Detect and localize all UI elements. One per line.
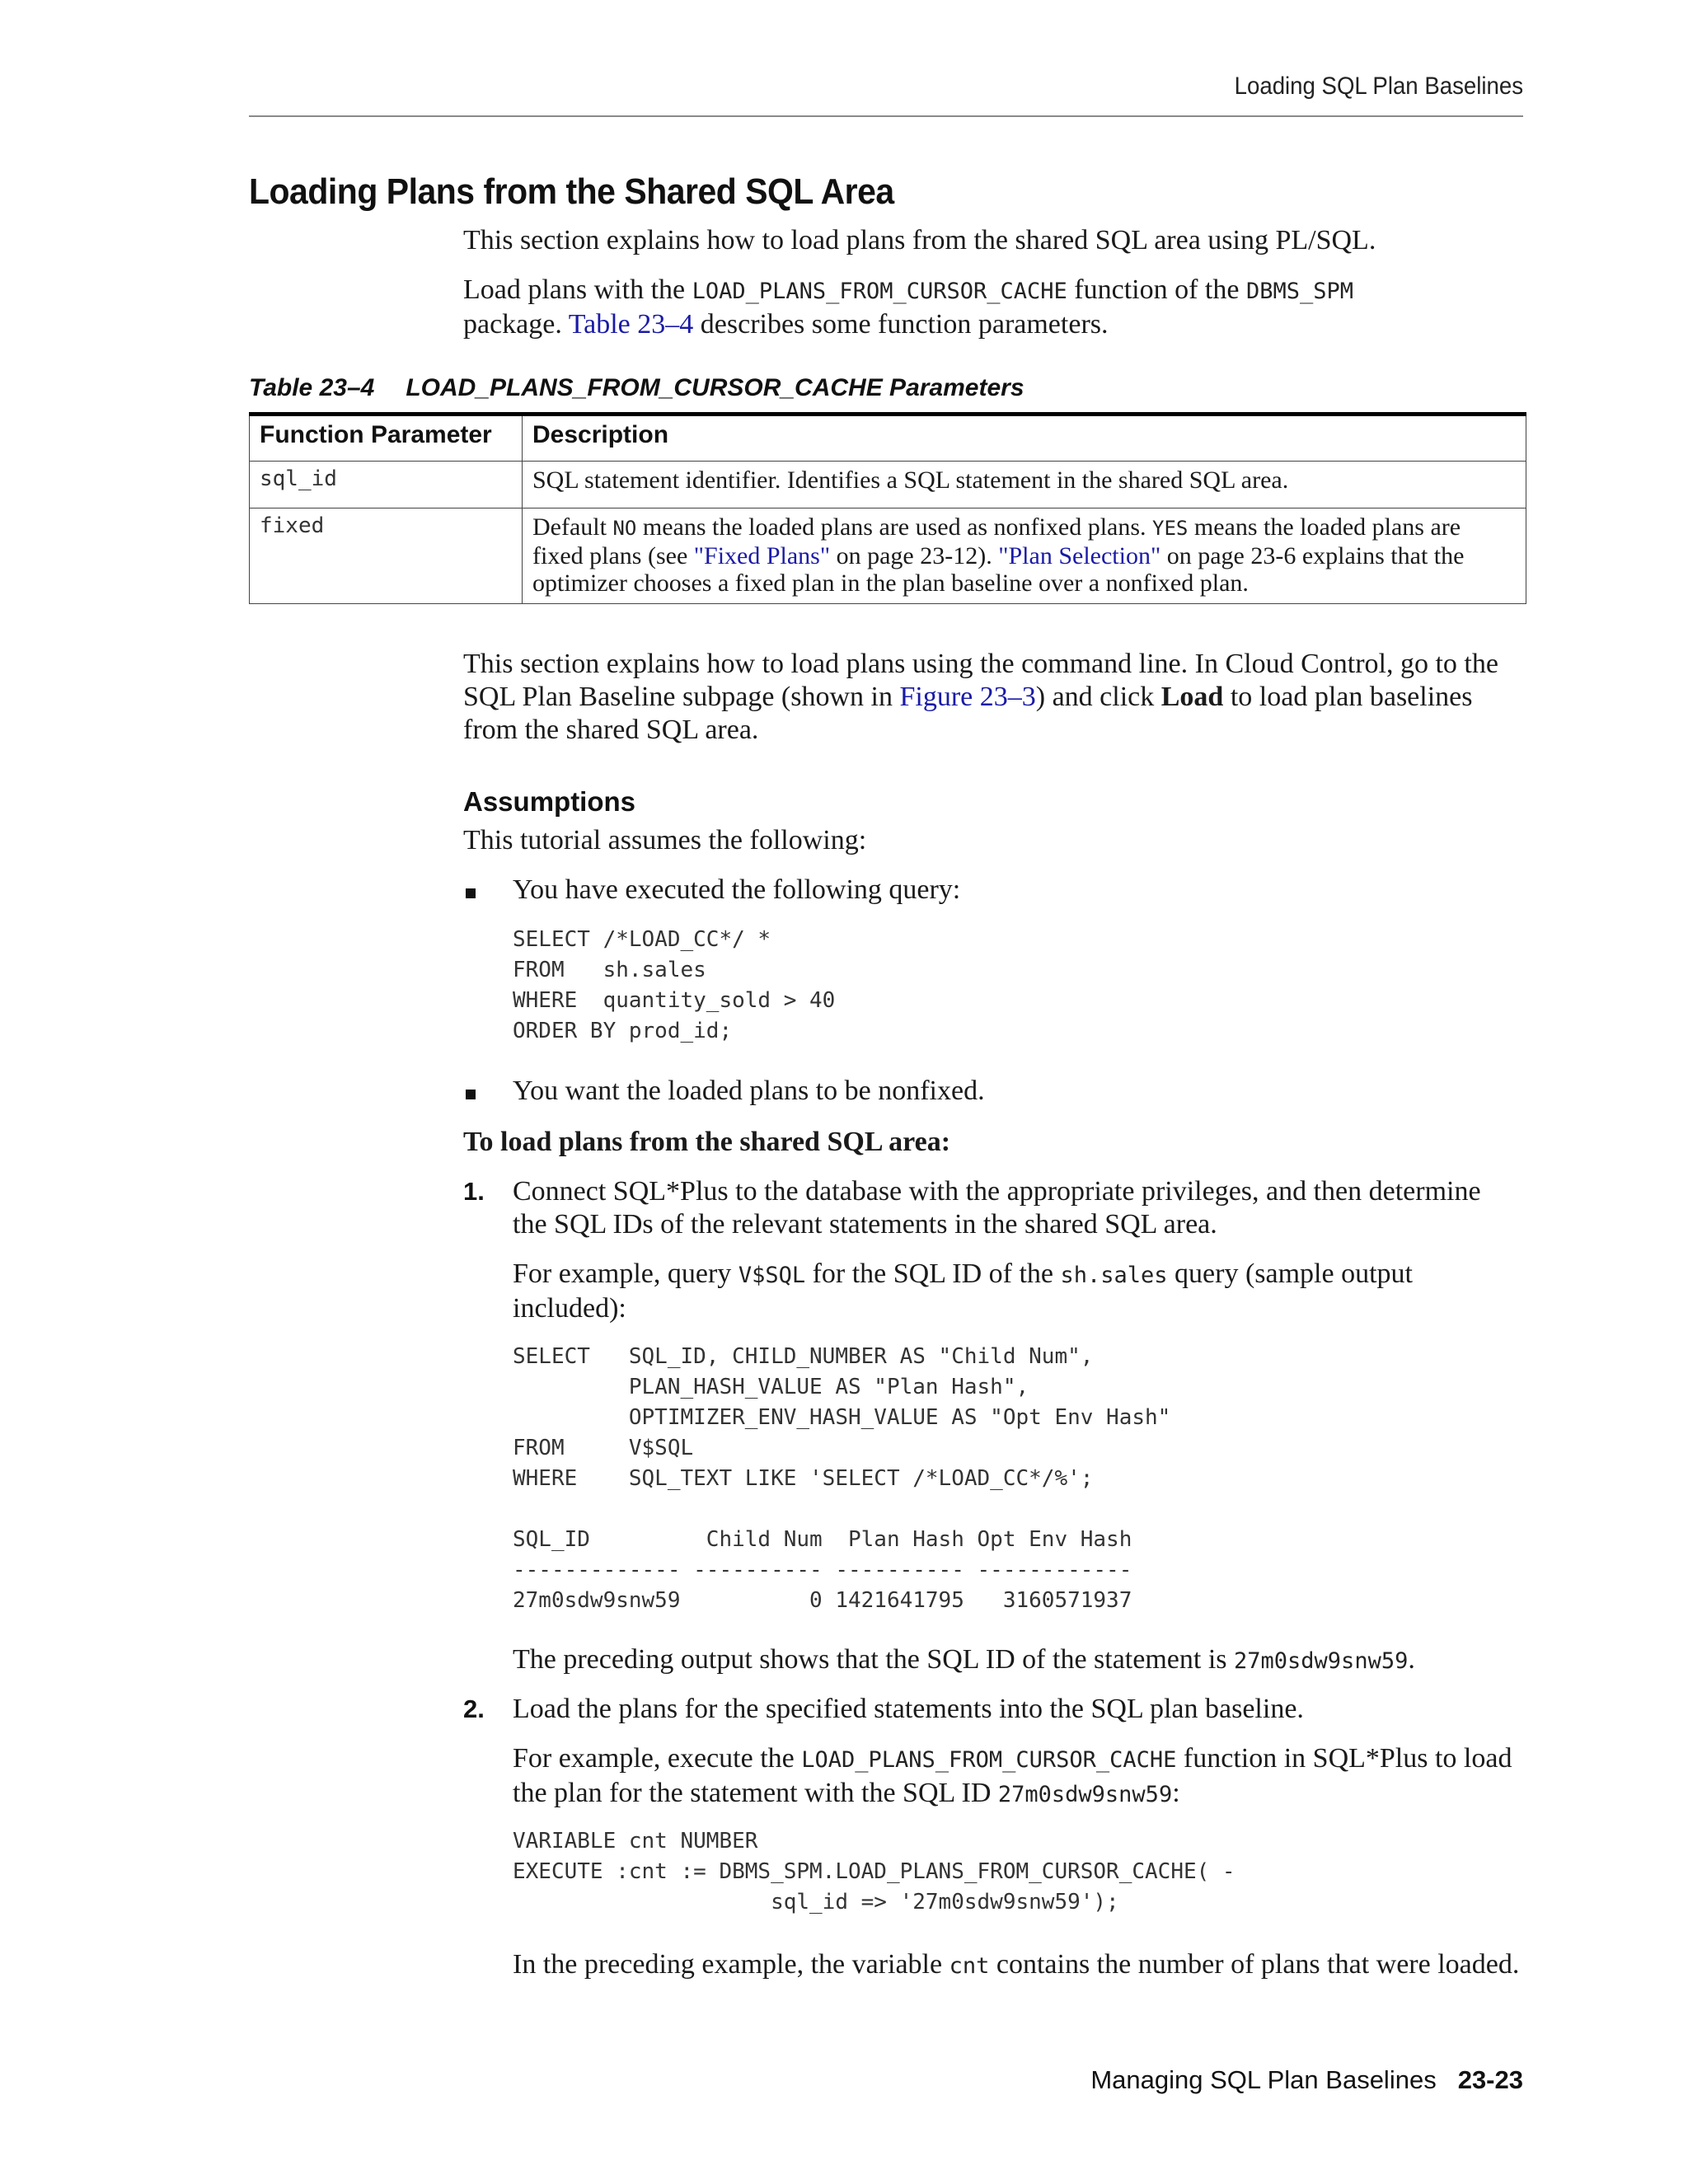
running-header: Loading SQL Plan Baselines — [1234, 73, 1523, 100]
table-header-row — [250, 415, 1526, 462]
text: on page 23-6 explains that the optimizer chooses a fixed plan in the plan baseline over a nonfixed plan. — [532, 542, 1465, 597]
text: package. — [463, 309, 569, 340]
bullet-icon — [466, 888, 476, 898]
code-package-name: DBMS_SPM — [1245, 279, 1353, 304]
page-footer — [907, 2065, 1523, 2095]
code-sh-sales: sh.sales — [1060, 1263, 1168, 1288]
text: contains the number of plans that were loaded. — [989, 1949, 1520, 1980]
fixed-plans-link[interactable]: "Fixed Plans" — [693, 542, 831, 569]
load-keyword: Load — [1160, 682, 1224, 712]
figure-23-3-link[interactable]: Figure 23–3 — [899, 682, 1036, 712]
text: . — [1408, 1644, 1415, 1675]
footer-book-title: Managing SQL Plan Baselines — [1090, 2065, 1437, 2094]
command-line-paragraph — [463, 648, 1526, 747]
section-title: Loading Plans from the Shared SQL Area — [249, 171, 894, 212]
step-number: 1. — [463, 1177, 485, 1206]
text: Load plans with the — [463, 274, 692, 305]
step-number: 2. — [463, 1694, 485, 1723]
param-cell: fixed — [250, 509, 523, 604]
procedure-heading: To load plans from the shared SQL area: — [463, 1127, 951, 1157]
text: describes some function parameters. — [693, 309, 1109, 340]
parameters-table — [249, 412, 1526, 604]
text: to load plan baselines from the shared SQL area. — [463, 682, 1473, 745]
plan-selection-link[interactable]: "Plan Selection" — [998, 542, 1161, 569]
code-cnt: cnt — [949, 1953, 990, 1979]
text: Default — [532, 513, 613, 541]
bullet-icon — [466, 1090, 476, 1099]
text: query (sample output included): — [513, 1258, 1413, 1324]
text: function in SQL*Plus to load the plan for the statement with the SQL ID — [513, 1743, 1512, 1808]
query-code-block: SELECT /*LOAD_CC*/ * FROM sh.sales WHERE quantity_sold > 40 ORDER BY prod_id; — [513, 927, 836, 1043]
column-header: Function Parameter — [250, 415, 523, 462]
load-plans-code-block: VARIABLE cnt NUMBER EXECUTE :cnt := DBMS_SPM.LOAD_PLANS_FROM_CURSOR_CACHE( - sql_id => '27m0sdw9snw59'); — [513, 1829, 1236, 1915]
text: on page 23-12). — [830, 542, 999, 569]
code-no: NO — [612, 517, 637, 540]
code-yes: YES — [1152, 517, 1189, 540]
step-2-result — [513, 1948, 1526, 1983]
desc-cell — [523, 509, 1526, 604]
assumptions-heading: Assumptions — [463, 786, 636, 817]
table-23-4-link[interactable]: Table 23–4 — [568, 309, 694, 340]
text: The preceding output shows that the SQL ID of the statement is — [513, 1644, 1235, 1675]
code-function-name: LOAD_PLANS_FROM_CURSOR_CACHE — [801, 1747, 1177, 1773]
step-2-example — [513, 1742, 1526, 1811]
param-cell: sql_id — [250, 462, 523, 509]
assumptions-intro: This tutorial assumes the following: — [463, 825, 867, 855]
assumption-item: You want the loaded plans to be nonfixed. — [513, 1076, 985, 1106]
desc-cell: SQL statement identifier. Identifies a SQL statement in the shared SQL area. — [523, 462, 1526, 509]
table-caption-number: Table 23–4 — [249, 374, 375, 401]
page-number: 23-23 — [1457, 2065, 1523, 2094]
text: means the loaded plans are used as nonfixed plans. — [636, 513, 1153, 541]
text: means the loaded plans are fixed plans (see — [532, 513, 1461, 569]
load-plans-paragraph — [463, 274, 1526, 341]
table-caption-title: LOAD_PLANS_FROM_CURSOR_CACHE Parameters — [406, 374, 1025, 401]
code-sql-id: 27m0sdw9snw59 — [1234, 1648, 1409, 1674]
sql-id-query-code-block: SELECT SQL_ID, CHILD_NUMBER AS "Child Num", PLAN_HASH_VALUE AS "Plan Hash", OPTIMIZER_ENV_HASH_VALUE AS "Opt Env Hash" FROM V$SQL WHERE SQL_TEXT LIKE 'SELECT /*LOAD_CC*/%'; SQL_ID Child Num Plan Hash Opt Env Hash ------------- ---------- ---------- ------------ 27m0sdw9snw59 0 1421641795 3160571937 — [513, 1344, 1171, 1613]
step-2-text: Load the plans for the specified statements into the SQL plan baseline. — [513, 1694, 1304, 1724]
code-sql-id: 27m0sdw9snw59 — [997, 1782, 1173, 1807]
code-vsql: V$SQL — [738, 1263, 806, 1288]
step-1-result — [513, 1643, 1526, 1678]
code-function-name: LOAD_PLANS_FROM_CURSOR_CACHE — [692, 279, 1067, 304]
text: : — [1172, 1778, 1180, 1808]
table-caption — [249, 374, 1025, 402]
header-rule — [249, 115, 1523, 117]
text: This section explains how to load plans using the command line. In Cloud Control, go to the SQL Plan Baseline subpage (shown in — [463, 649, 1498, 712]
text: In the preceding example, the variable — [513, 1949, 950, 1980]
text: ) and click — [1035, 682, 1161, 712]
text: For example, execute the — [513, 1743, 802, 1774]
step-1-example — [513, 1258, 1526, 1325]
text: function of the — [1067, 274, 1246, 305]
text: For example, query — [513, 1258, 738, 1289]
table-row — [250, 509, 1526, 604]
step-1-text: Connect SQL*Plus to the database with the appropriate privileges, and then determine the SQL IDs of the relevant statements in the shared SQL area. — [513, 1176, 1481, 1240]
text: for the SQL ID of the — [805, 1258, 1061, 1289]
intro-text: This section explains how to load plans from the shared SQL area using PL/SQL. — [463, 225, 1376, 255]
table-row — [250, 462, 1526, 509]
assumption-item: You have executed the following query: — [513, 874, 961, 905]
column-header: Description — [523, 415, 1526, 462]
intro-paragraph — [463, 224, 1526, 257]
